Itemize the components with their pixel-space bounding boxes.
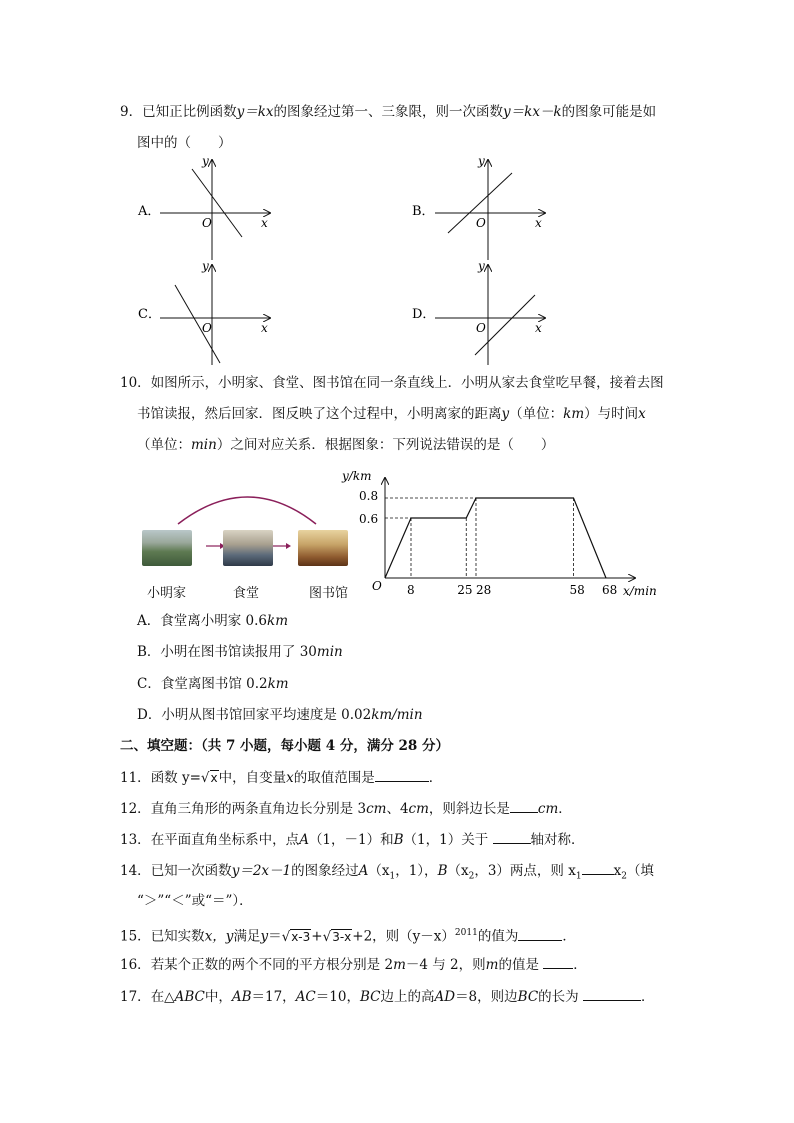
svg-text:y: y <box>478 259 485 273</box>
q16-blank <box>543 954 573 969</box>
q13-blank <box>493 829 531 844</box>
graph-a <box>137 155 270 260</box>
q11: 11．函数 y=√x中，自变量x的取值范围是 ． <box>120 767 442 788</box>
place-library: 图书馆 <box>309 586 349 601</box>
x-axis-label: x/min <box>623 584 657 598</box>
section2-title: 二、填空题：（共 7 小题，每小题 4 分，满分 28 分） <box>120 738 450 754</box>
distance-line <box>385 498 606 578</box>
y-tick-label: 0.6 <box>359 512 379 526</box>
q9-line2: 图中的（ ） <box>137 135 232 151</box>
place-canteen: 食堂 <box>233 586 260 601</box>
q10-option-c: C．食堂离图书馆 0.2km <box>137 676 289 692</box>
y-tick-label: 0.8 <box>359 489 379 503</box>
svg-text:x: x <box>261 321 268 335</box>
graph-a-label: A． <box>138 204 161 219</box>
svg-text:y: y <box>202 259 209 273</box>
q12: 12．直角三角形的两条直角边长分别是 3cm、4cm，则斜边长是 cm． <box>120 798 572 819</box>
q15: 15．已知实数x，y满足y＝√x-3+√3-x+2，则$(y-x)^{2011}$的值为 ． <box>120 923 576 947</box>
x-tick-label: 25 <box>457 583 473 597</box>
graph-d-label: D． <box>412 307 436 322</box>
q9-line1: 9．已知正比例函数y＝kx的图象经过第一、三象限，则一次函数y＝kx－k的图象可能是如 <box>120 104 657 120</box>
q17-blank <box>583 986 641 1001</box>
q17: 17．在△ABC中，AB＝17，AC＝10，BC边上的高AD＝8，则边BC的长为 ． <box>120 986 654 1007</box>
q16: 16．若某个正数的两个不同的平方根分别是 2m－4 与 2，则m的值是 ． <box>120 954 587 975</box>
q11-blank <box>375 767 429 782</box>
x-tick-label: 8 <box>407 583 415 597</box>
q9-graphs <box>130 155 560 370</box>
graph-b <box>412 155 545 260</box>
q14-line2: “＞”“＜”或“＝”）． <box>137 893 253 909</box>
q15-blank <box>518 926 562 941</box>
sqrt-2: √3-x <box>322 928 352 945</box>
q14-line1: 14．已知一次函数y＝2x－1的图象经过$A(x_1$，1），$B(x_2$，3）两点，则 $x_1$ $x_2$（填 <box>120 860 654 887</box>
q10-option-d: D．小明从图书馆回家平均速度是 0.02km/min <box>137 707 423 723</box>
svg-text:x: x <box>261 216 268 230</box>
q10-line1: 10．如图所示，小明家、食堂、图书馆在同一条直线上．小明从家去食堂吃早餐，接着去图 <box>120 375 664 391</box>
svg-text:x: x <box>535 321 542 335</box>
graph-d <box>412 259 545 365</box>
q10-line2: 书馆读报，然后回家．图反映了这个过程中，小明离家的距离y（单位：km）与时间x <box>137 406 646 422</box>
origin-label: O <box>372 579 382 593</box>
sqrt-x: √x <box>200 770 218 786</box>
svg-text:y: y <box>202 155 209 168</box>
graph-c-label: C． <box>138 307 161 322</box>
q13: 13．在平面直角坐标系中，点A（1，－1）和B（1，1）关于 轴对称． <box>120 829 585 850</box>
y-axis-label: y/km <box>342 469 372 483</box>
q10-option-a: A．食堂离小明家 0.6km <box>137 613 288 629</box>
svg-text:x: x <box>535 216 542 230</box>
sqrt-1: √x-3 <box>281 928 311 945</box>
x-tick-label: 68 <box>602 583 618 597</box>
q14-blank <box>582 860 614 875</box>
place-home: 小明家 <box>147 586 187 601</box>
canteen-photo <box>223 530 273 566</box>
svg-text:y: y <box>478 155 485 168</box>
x-tick-label: 58 <box>569 583 585 597</box>
x-tick-label: 28 <box>476 583 492 597</box>
q10-option-b: B．小明在图书馆读报用了 30min <box>137 644 343 660</box>
q10-line3: （单位：min）之间对应关系．根据图象：下列说法错误的是（ ） <box>137 437 555 453</box>
graph-c <box>138 259 270 365</box>
distance-time-chart <box>330 462 670 602</box>
svg-text:O: O <box>476 216 486 230</box>
svg-text:O: O <box>476 321 486 335</box>
graph-b-label: B． <box>412 204 435 219</box>
svg-text:O: O <box>202 216 212 230</box>
home-photo <box>142 530 192 566</box>
svg-text:O: O <box>202 321 212 335</box>
q12-blank <box>510 798 538 813</box>
